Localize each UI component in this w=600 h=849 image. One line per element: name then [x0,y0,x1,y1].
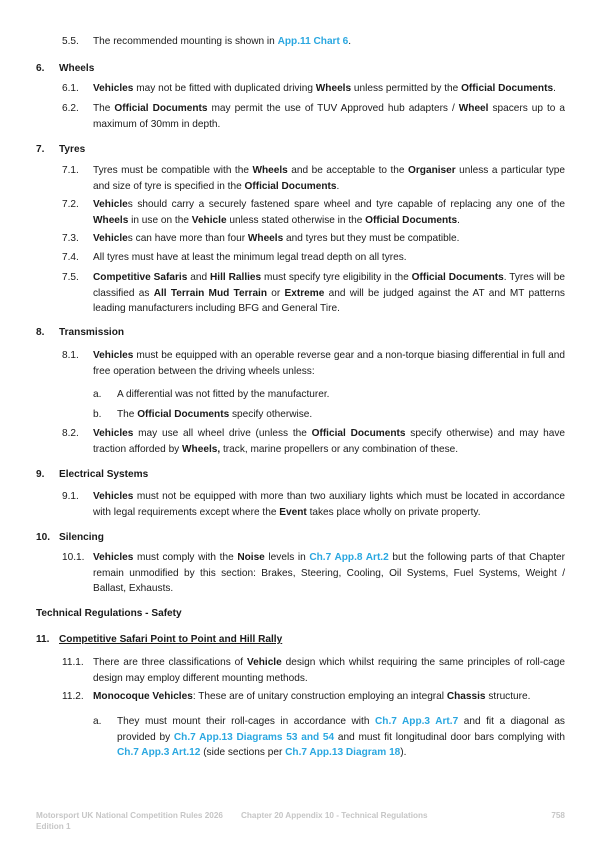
page-number: 758 [551,811,565,820]
clause-number: 9.1. [62,491,79,502]
clause-number: 7.5. [62,272,79,283]
clause-number: 8.2. [62,428,79,439]
section-heading: 7. Tyres [36,144,86,155]
footer-chapter: Chapter 20 Appendix 10 - Technical Regulations [241,811,428,820]
clause-number: 11.1. [62,657,84,668]
section-heading: 10. Silencing [36,532,104,543]
list-marker: a. [93,389,102,400]
section-heading: 9. Electrical Systems [36,469,149,480]
clause-number: 6.2. [62,103,79,114]
clause-number: 11.2. [62,691,84,702]
clause-text: Competitive Safaris and Hill Rallies must specify tyre eligibility in the Official Documents. Tyres will be classified as All Terrain Mud Terrain or Extreme and will be judged against the AT and MT patterns leading manufacturers including BFG and General Tire. [93,272,565,314]
clause-text: Vehicles may use all wheel drive (unless the Official Documents specify otherwise) and may have traction afforded by Wheels, track, marine propellers or any combination of these. [93,428,566,455]
section-heading: 6. Wheels [36,63,95,74]
clause-text: There are three classifications of Vehicle design which whilst requiring the same principles of roll-cage design may employ different mounting methods. [93,657,565,684]
list-item-text: The Official Documents specify otherwise. [117,409,313,420]
clause-number: 8.1. [62,350,79,361]
clause-number: 7.3. [62,233,79,244]
clause-number: 7.2. [62,199,79,210]
subheading: Technical Regulations - Safety [36,608,182,619]
clause-text: The recommended mounting is shown in App.11 Chart 6. [93,36,352,47]
clause-text: Vehicles must be equipped with an operable reverse gear and a non-torque biasing differential in full and free operation between the driving wheels unless: [93,350,565,377]
list-marker: a. [93,716,102,727]
cross-reference-link[interactable]: Ch.7 App.13 Diagram 18 [285,747,401,758]
list-item-text: They must mount their roll-cages in accordance with Ch.7 App.3 Art.7 and fit a diagonal as provided by Ch.7 App.13 Diagrams 53 and 54 and must fit longitudinal door bars complying with Ch.7 App.3 Art.12 (side sections per Ch.7 App.13 Diagram 18). [117,716,565,758]
list-marker: b. [93,409,102,420]
clause-text: All tyres must have at least the minimum legal tread depth on all tyres. [93,252,407,263]
clause-number: 10.1. [62,552,85,563]
clause-number: 6.1. [62,83,79,94]
clause-number: 7.1. [62,165,79,176]
section-heading: 11. Competitive Safari Point to Point and Hill Rally [36,634,283,645]
clause-text: Vehicles should carry a securely fastened spare wheel and tyre capable of replacing any one of the Wheels in use on the Vehicle unless stated otherwise in the Official Documents. [93,199,565,226]
clause-text: Tyres must be compatible with the Wheels and be acceptable to the Organiser unless a particular type and size of tyre is specified in the Official Documents. [93,165,565,192]
cross-reference-link[interactable]: App.11 Chart 6 [277,36,349,47]
clause-number: 5.5. [62,36,79,47]
clause-text: Vehicles must not be equipped with more than two auxiliary lights which must be located in accordance with legal requirements except where the Event takes place wholly on private property. [93,491,565,518]
cross-reference-link[interactable]: Ch.7 App.3 Art.7 [374,716,459,727]
clause-text: Vehicles can have more than four Wheels and tyres but they must be compatible. [93,233,460,244]
section-heading: 8. Transmission [36,327,125,338]
clause-text: The Official Documents may permit the use of TUV Approved hub adapters / Wheel spacers up to a maximum of 30mm in depth. [93,103,566,130]
cross-reference-link[interactable]: Ch.7 App.3 Art.12 [117,747,201,758]
footer-publication: Motorsport UK National Competition Rules 2026 Edition 1 [36,811,223,831]
clause-number: 7.4. [62,252,79,263]
cross-reference-link[interactable]: Ch.7 App.8 Art.2 [309,552,389,563]
clause-text: Vehicles may not be fitted with duplicated driving Wheels unless permitted by the Official Documents. [93,83,556,94]
clause-text: Vehicles must comply with the Noise levels in Ch.7 App.8 Art.2 but the following parts of that Chapter remain unmodified by this section: Brakes, Steering, Cooling, Oil Systems, Fuel Systems, Weight / Ballast, Exhausts. [93,552,565,594]
list-item-text: A differential was not fitted by the manufacturer. [117,389,330,400]
clause-text: Monocoque Vehicles: These are of unitary construction employing an integral Chassis structure. [93,691,531,702]
cross-reference-link[interactable]: Ch.7 App.13 Diagrams 53 and 54 [173,731,335,743]
